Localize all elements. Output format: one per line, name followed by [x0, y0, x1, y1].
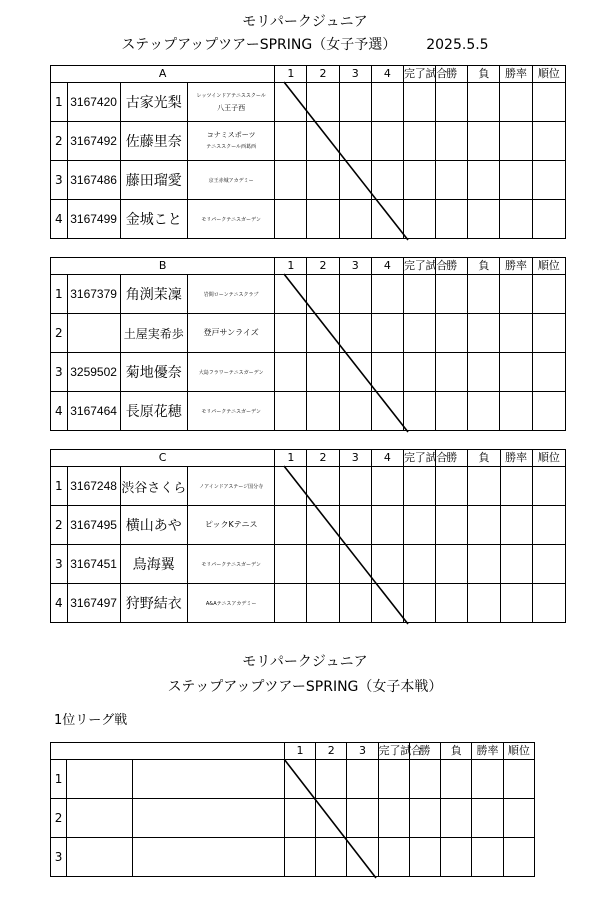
result-cell[interactable] — [339, 353, 371, 392]
stat-cell[interactable] — [378, 760, 409, 799]
stat-cell[interactable] — [532, 467, 565, 506]
group-b-header-row — [51, 258, 566, 275]
club-line-2: テニススクール西葛西 — [206, 144, 256, 150]
player-no: 3 — [51, 353, 68, 392]
player-club — [188, 200, 275, 239]
table-row — [51, 799, 535, 838]
col-header-1: 1 — [275, 450, 307, 467]
col-header-3: 3 — [339, 450, 371, 467]
player-club — [188, 584, 275, 623]
player-no: 4 — [51, 200, 68, 239]
player-id: 3167497 — [67, 584, 120, 623]
col-header-win-rate: 勝率 — [500, 450, 532, 467]
player-name: 渋谷さくら — [120, 467, 187, 506]
player-id: 3259502 — [67, 353, 120, 392]
table-row — [51, 122, 566, 161]
player-id-cell[interactable] — [67, 799, 133, 838]
col-header-2: 2 — [307, 258, 339, 275]
stat-cell[interactable] — [500, 200, 532, 239]
player-id: 3167495 — [67, 506, 120, 545]
event-date: 2025.5.5 — [426, 37, 489, 53]
player-no: 1 — [51, 467, 68, 506]
stat-cell[interactable] — [441, 760, 472, 799]
stat-cell[interactable] — [503, 760, 534, 799]
stat-cell[interactable] — [468, 200, 500, 239]
table-row — [51, 584, 566, 623]
col-header-4: 4 — [371, 450, 403, 467]
table-row — [51, 161, 566, 200]
stat-cell[interactable] — [441, 799, 472, 838]
stat-cell[interactable] — [468, 353, 500, 392]
col-header-2: 2 — [316, 743, 347, 760]
col-header-rank: 順位 — [532, 258, 565, 275]
row-no: 3 — [51, 838, 67, 877]
result-cell[interactable] — [339, 161, 371, 200]
stat-cell[interactable] — [403, 275, 435, 314]
player-club — [188, 392, 275, 431]
result-cell[interactable] — [307, 83, 339, 122]
player-id-cell[interactable] — [67, 760, 133, 799]
result-cell[interactable] — [371, 161, 403, 200]
table-row — [51, 760, 535, 799]
col-header-1: 1 — [284, 743, 315, 760]
result-cell[interactable] — [339, 506, 371, 545]
table-row — [51, 314, 566, 353]
stat-cell[interactable] — [468, 545, 500, 584]
player-club — [188, 275, 275, 314]
col-header-rank: 順位 — [532, 66, 565, 83]
stat-cell[interactable] — [403, 83, 435, 122]
result-cell[interactable] — [275, 584, 307, 623]
stat-cell[interactable] — [532, 506, 565, 545]
stat-cell[interactable] — [436, 506, 468, 545]
col-header-losses: 負 — [468, 258, 500, 275]
player-name-cell[interactable] — [132, 838, 284, 877]
club-line-1: 岩間ローンテニスクラブ — [203, 291, 259, 298]
result-cell[interactable] — [339, 467, 371, 506]
stat-cell[interactable] — [503, 799, 534, 838]
player-id: 3167464 — [67, 392, 120, 431]
col-header-losses: 負 — [441, 743, 472, 760]
club-line-1: 京王赤城アカデミー — [208, 177, 254, 184]
stat-cell[interactable] — [468, 314, 500, 353]
result-cell[interactable] — [339, 392, 371, 431]
player-no: 2 — [51, 122, 68, 161]
col-header-2: 2 — [307, 66, 339, 83]
table-row — [51, 838, 535, 877]
player-id: 3167451 — [67, 545, 120, 584]
stat-cell[interactable] — [436, 161, 468, 200]
stat-cell[interactable] — [436, 584, 468, 623]
stat-cell[interactable] — [500, 122, 532, 161]
group-c-table — [50, 449, 566, 623]
result-cell[interactable] — [371, 275, 403, 314]
col-header-win-rate: 勝率 — [500, 66, 532, 83]
result-cell[interactable] — [275, 392, 307, 431]
player-id: 3167248 — [67, 467, 120, 506]
player-no: 2 — [51, 314, 68, 353]
stat-cell[interactable] — [436, 545, 468, 584]
section-label: 1位リーグ戦 — [54, 713, 128, 728]
player-name: 古家光梨 — [120, 83, 187, 122]
stat-cell[interactable] — [403, 392, 435, 431]
group-c-header-row — [51, 450, 566, 467]
result-cell[interactable] — [347, 838, 378, 877]
row-no: 2 — [51, 799, 67, 838]
stat-cell[interactable] — [532, 584, 565, 623]
player-name: 横山あや — [120, 506, 187, 545]
player-name: 藤田瑠愛 — [120, 161, 187, 200]
stat-cell[interactable] — [409, 760, 440, 799]
stat-cell[interactable] — [403, 353, 435, 392]
col-header-2: 2 — [307, 450, 339, 467]
stat-cell[interactable] — [472, 760, 503, 799]
result-cell[interactable] — [371, 545, 403, 584]
result-cell[interactable] — [275, 545, 307, 584]
table-row — [51, 506, 566, 545]
col-header-wins: 勝 — [409, 743, 440, 760]
stat-cell[interactable] — [409, 799, 440, 838]
stat-cell[interactable] — [468, 83, 500, 122]
page-subtitle — [0, 37, 610, 53]
group-c-label: C — [51, 450, 275, 467]
col-header-4: 4 — [371, 66, 403, 83]
stat-cell[interactable] — [441, 838, 472, 877]
player-id: 3167486 — [67, 161, 120, 200]
row-no: 1 — [51, 760, 67, 799]
table-row — [51, 275, 566, 314]
stat-cell[interactable] — [500, 545, 532, 584]
result-cell[interactable] — [339, 122, 371, 161]
result-cell[interactable] — [339, 275, 371, 314]
player-id: 3167379 — [67, 275, 120, 314]
stat-cell[interactable] — [436, 467, 468, 506]
col-header-1: 1 — [275, 258, 307, 275]
club-line-1: ノアインドアステージ国分寺 — [199, 483, 264, 490]
stat-cell[interactable] — [472, 799, 503, 838]
stat-cell[interactable] — [468, 275, 500, 314]
club-line-1: ピックKテニス — [204, 520, 258, 529]
group-b-label: B — [51, 258, 275, 275]
player-no: 3 — [51, 161, 68, 200]
stat-cell[interactable] — [500, 275, 532, 314]
stat-cell[interactable] — [436, 122, 468, 161]
player-club — [188, 506, 275, 545]
club-line-1: コナミスポーツ — [206, 131, 256, 139]
player-club — [188, 314, 275, 353]
result-cell[interactable] — [275, 83, 307, 122]
stat-cell[interactable] — [500, 161, 532, 200]
stat-cell[interactable] — [404, 584, 436, 623]
result-cell[interactable] — [371, 392, 403, 431]
stat-cell[interactable] — [403, 200, 435, 239]
result-cell[interactable] — [371, 467, 403, 506]
col-header-3: 3 — [339, 258, 371, 275]
stat-cell[interactable] — [468, 122, 500, 161]
stat-cell[interactable] — [500, 467, 532, 506]
player-id — [67, 314, 120, 353]
stat-cell[interactable] — [468, 161, 500, 200]
stat-cell[interactable] — [500, 83, 532, 122]
table-row — [51, 353, 566, 392]
player-name-cell[interactable] — [132, 760, 284, 799]
result-cell[interactable] — [307, 161, 339, 200]
player-name: 長原花穂 — [120, 392, 187, 431]
club-line-2: 八王子西 — [217, 104, 246, 112]
col-header-3: 3 — [347, 743, 378, 760]
player-name: 土屋実希歩 — [120, 314, 187, 353]
stat-cell[interactable] — [500, 392, 532, 431]
player-name: 角渕茉凜 — [120, 275, 187, 314]
stat-cell[interactable] — [468, 392, 500, 431]
club-line-1: モリパークテニスガーデン — [201, 216, 261, 223]
stat-cell[interactable] — [403, 161, 435, 200]
col-header-wins: 勝 — [436, 66, 468, 83]
stat-cell[interactable] — [500, 506, 532, 545]
result-cell[interactable] — [307, 353, 339, 392]
col-header-rank: 順位 — [503, 743, 534, 760]
stat-cell[interactable] — [436, 200, 468, 239]
result-cell[interactable] — [275, 200, 307, 239]
table-row — [51, 200, 566, 239]
result-cell[interactable] — [371, 584, 403, 623]
main-header-row — [51, 743, 535, 760]
stat-cell[interactable] — [436, 392, 468, 431]
player-no: 2 — [51, 506, 68, 545]
stat-cell[interactable] — [404, 506, 436, 545]
result-cell[interactable] — [339, 584, 371, 623]
player-name: 狩野結衣 — [120, 584, 187, 623]
club-line-1: モリパークテニスガーデン — [201, 561, 261, 568]
result-cell[interactable] — [307, 584, 339, 623]
page-title: モリパークジュニア — [242, 14, 368, 30]
stat-cell[interactable] — [532, 275, 565, 314]
stat-cell[interactable] — [378, 799, 409, 838]
stat-cell[interactable] — [468, 506, 500, 545]
result-cell[interactable] — [307, 545, 339, 584]
result-cell[interactable] — [316, 838, 347, 877]
player-name: 佐藤里奈 — [120, 122, 187, 161]
player-name: 菊地優奈 — [120, 353, 187, 392]
result-cell[interactable] — [284, 799, 315, 838]
result-cell[interactable] — [275, 161, 307, 200]
player-no: 4 — [51, 392, 68, 431]
stat-cell[interactable] — [532, 314, 565, 353]
col-header-win-rate: 勝率 — [500, 258, 532, 275]
result-cell[interactable] — [284, 760, 315, 799]
result-cell[interactable] — [371, 122, 403, 161]
stat-cell[interactable] — [532, 545, 565, 584]
player-club — [188, 353, 275, 392]
player-no: 4 — [51, 584, 68, 623]
stat-cell[interactable] — [500, 353, 532, 392]
stat-cell[interactable] — [500, 314, 532, 353]
table-row — [51, 83, 566, 122]
result-cell[interactable] — [307, 122, 339, 161]
result-cell[interactable] — [307, 392, 339, 431]
stat-cell[interactable] — [503, 838, 534, 877]
result-cell[interactable] — [307, 467, 339, 506]
col-header-wins: 勝 — [436, 450, 468, 467]
stat-cell[interactable] — [532, 83, 565, 122]
col-header-rank: 順位 — [532, 450, 565, 467]
player-name-cell[interactable] — [132, 799, 284, 838]
stat-cell[interactable] — [532, 392, 565, 431]
table-row — [51, 545, 566, 584]
stat-cell[interactable] — [472, 838, 503, 877]
group-a-table — [50, 65, 566, 239]
result-cell[interactable] — [316, 799, 347, 838]
main-league-table — [50, 742, 535, 877]
stat-cell[interactable] — [404, 467, 436, 506]
result-cell[interactable] — [284, 838, 315, 877]
col-header-completed: 完了試合 — [403, 66, 435, 83]
result-cell[interactable] — [275, 122, 307, 161]
result-cell[interactable] — [307, 200, 339, 239]
group-a-label: A — [51, 66, 275, 83]
result-cell[interactable] — [339, 83, 371, 122]
player-id-cell[interactable] — [67, 838, 133, 877]
player-name: 鳥海翼 — [120, 545, 187, 584]
player-club — [188, 83, 275, 122]
result-cell[interactable] — [347, 760, 378, 799]
main-subtitle: ステップアップツアーSPRING（女子本戦） — [167, 679, 443, 695]
player-id: 3167492 — [67, 122, 120, 161]
stat-cell[interactable] — [436, 83, 468, 122]
result-cell[interactable] — [371, 314, 403, 353]
stat-cell[interactable] — [378, 838, 409, 877]
player-no: 1 — [51, 275, 68, 314]
col-header-completed: 完了試合 — [378, 743, 409, 760]
result-cell[interactable] — [339, 545, 371, 584]
col-header-4: 4 — [371, 258, 403, 275]
result-cell[interactable] — [307, 275, 339, 314]
stat-cell[interactable] — [404, 545, 436, 584]
result-cell[interactable] — [307, 314, 339, 353]
subtitle-text: ステップアップツアーSPRING（女子予選） — [121, 37, 397, 53]
player-name: 金城こと — [120, 200, 187, 239]
result-cell[interactable] — [371, 353, 403, 392]
table-row — [51, 467, 566, 506]
club-line-1: モリパークテニスガーデン — [201, 408, 261, 415]
main-header-blank — [51, 743, 285, 760]
player-no: 1 — [51, 83, 68, 122]
player-club — [188, 122, 275, 161]
stat-cell[interactable] — [436, 314, 468, 353]
result-cell[interactable] — [275, 314, 307, 353]
col-header-losses: 負 — [468, 66, 500, 83]
col-header-3: 3 — [339, 66, 371, 83]
stat-cell[interactable] — [409, 838, 440, 877]
group-b-table — [50, 257, 566, 431]
col-header-completed: 完了試合 — [404, 450, 436, 467]
result-cell[interactable] — [275, 467, 307, 506]
result-cell[interactable] — [307, 506, 339, 545]
table-row — [51, 392, 566, 431]
result-cell[interactable] — [371, 83, 403, 122]
stat-cell[interactable] — [436, 353, 468, 392]
col-header-1: 1 — [275, 66, 307, 83]
player-no: 3 — [51, 545, 68, 584]
stat-cell[interactable] — [532, 353, 565, 392]
player-id: 3167499 — [67, 200, 120, 239]
col-header-win-rate: 勝率 — [472, 743, 503, 760]
club-line-1: 大島フラワーテニスガーデン — [198, 369, 264, 376]
stat-cell[interactable] — [436, 275, 468, 314]
stat-cell[interactable] — [532, 122, 565, 161]
stat-cell[interactable] — [532, 161, 565, 200]
result-cell[interactable] — [275, 506, 307, 545]
club-line-1: A&Aテニスアカデミー — [205, 600, 257, 607]
result-cell[interactable] — [371, 506, 403, 545]
result-cell[interactable] — [339, 200, 371, 239]
col-header-wins: 勝 — [436, 258, 468, 275]
player-club — [188, 545, 275, 584]
stat-cell[interactable] — [500, 584, 532, 623]
result-cell[interactable] — [371, 200, 403, 239]
club-line-1: レッツインドアテニススクール — [196, 93, 266, 99]
col-header-losses: 負 — [468, 450, 500, 467]
main-title: モリパークジュニア — [242, 654, 368, 670]
player-club — [188, 467, 275, 506]
stat-cell[interactable] — [403, 122, 435, 161]
col-header-completed: 完了試合 — [403, 258, 435, 275]
result-cell[interactable] — [339, 314, 371, 353]
result-cell[interactable] — [347, 799, 378, 838]
stat-cell[interactable] — [403, 314, 435, 353]
stat-cell[interactable] — [532, 200, 565, 239]
result-cell[interactable] — [275, 275, 307, 314]
player-id: 3167420 — [67, 83, 120, 122]
stat-cell[interactable] — [468, 467, 500, 506]
result-cell[interactable] — [316, 760, 347, 799]
stat-cell[interactable] — [468, 584, 500, 623]
player-club — [188, 161, 275, 200]
group-a-header-row — [51, 66, 566, 83]
club-line-1: 登戸サンライズ — [203, 328, 259, 337]
result-cell[interactable] — [275, 353, 307, 392]
